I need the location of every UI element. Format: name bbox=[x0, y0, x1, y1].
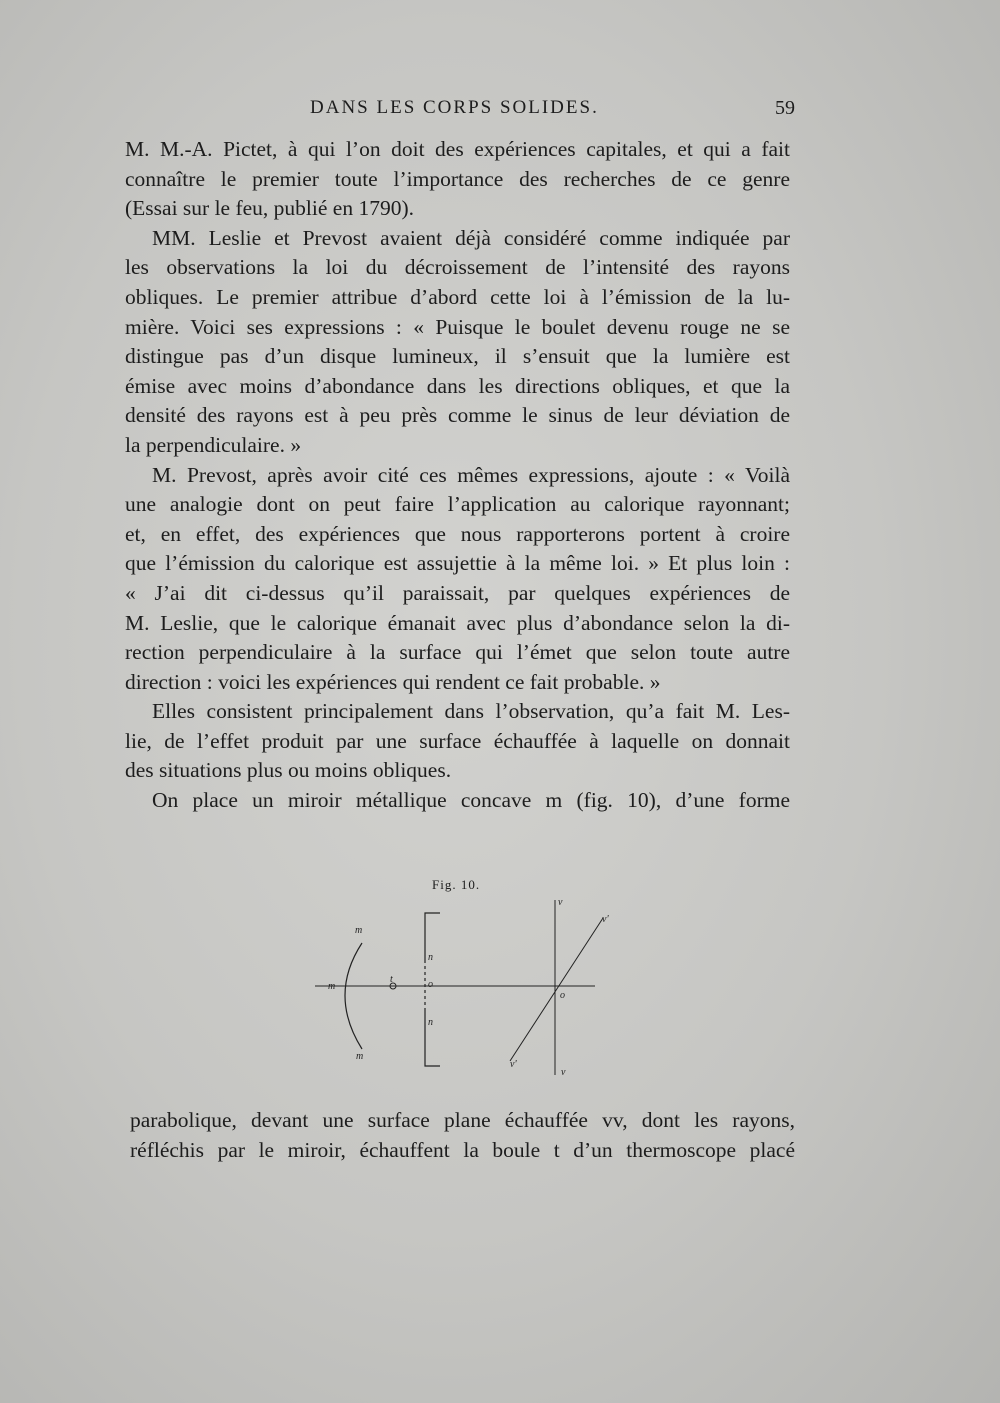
label-n-bottom: n bbox=[428, 1017, 433, 1028]
label-m-bottom: m bbox=[356, 1051, 364, 1062]
text-line: réfléchis par le miroir, échauffent la boule t d’un thermoscope placé bbox=[130, 1137, 795, 1162]
text-line: rection perpendiculaire à la surface qui l’émet que selon toute autre bbox=[125, 640, 790, 665]
figure-diagram bbox=[300, 875, 620, 1080]
text-line: (Essai sur le feu, publié en 1790). bbox=[125, 196, 414, 221]
label-o-left: o bbox=[428, 979, 433, 990]
label-v-prime-bottom: v' bbox=[510, 1059, 517, 1070]
label-n-top: n bbox=[428, 952, 433, 963]
text-line: émise avec moins d’abondance dans les directions obliques, et que la bbox=[125, 373, 790, 398]
figure-caption: Fig. 10. bbox=[432, 877, 481, 892]
text-line: densité des rayons est à peu près comme le sinus de leur déviation de bbox=[125, 403, 790, 428]
text-line: Elles consistent principalement dans l’observation, qu’a fait M. Les- bbox=[152, 699, 790, 724]
text-line: M. M.-A. Pictet, à qui l’on doit des expériences capitales, et qui a fait bbox=[125, 137, 790, 161]
text-line: M. Leslie, que le calorique émanait avec plus d’abondance selon la di- bbox=[125, 610, 790, 635]
text-line: direction : voici les expériences qui rendent ce fait probable. » bbox=[125, 669, 661, 694]
label-v-bottom: v bbox=[561, 1067, 566, 1078]
text-line: M. Prevost, après avoir cité ces mêmes expressions, ajoute : « Voilà bbox=[152, 462, 790, 487]
label-v-top: v bbox=[558, 897, 563, 908]
text-line: mière. Voici ses expressions : « Puisque le boulet devenu rouge ne se bbox=[125, 314, 790, 339]
running-head bbox=[125, 97, 795, 127]
text-line: une analogie dont on peut faire l’application au calorique rayonnant; bbox=[125, 492, 790, 517]
body-text-continued bbox=[130, 1106, 795, 1165]
text-line: la perpendiculaire. » bbox=[125, 432, 302, 457]
surface-v-prime bbox=[510, 918, 603, 1061]
label-o-right: o bbox=[560, 990, 565, 1001]
figure-10 bbox=[300, 875, 620, 1080]
text-line: distingue pas d’un disque lumineux, il s’ensuit que la lumière est bbox=[125, 344, 790, 369]
mirror-m bbox=[345, 943, 362, 1049]
text-line: On place un miroir métallique concave m (fig. 10), d’une forme bbox=[152, 788, 790, 813]
label-m-left: m bbox=[328, 981, 336, 992]
text-line: MM. Leslie et Prevost avaient déjà considéré comme indiquée par bbox=[152, 225, 790, 250]
text-line: les observations la loi du décroissement de l’intensité des rayons bbox=[125, 255, 790, 280]
label-m-top: m bbox=[355, 925, 363, 936]
label-t: t bbox=[390, 974, 393, 985]
label-v-prime-top: v' bbox=[602, 914, 609, 925]
running-title: DANS LES CORPS SOLIDES. bbox=[310, 97, 599, 118]
text-line: connaître le premier toute l’importance des recherches de ce genre bbox=[125, 166, 790, 191]
text-line: parabolique, devant une surface plane échauffée vv, dont les rayons, bbox=[130, 1108, 795, 1132]
text-line: lie, de l’effet produit par une surface échauffée à laquelle on donnait bbox=[125, 728, 790, 753]
text-line: et, en effet, des expériences que nous rapporterons portent à croire bbox=[125, 521, 790, 546]
body-text bbox=[125, 135, 790, 816]
text-line: « J’ai dit ci-dessus qu’il paraissait, par quelques expériences de bbox=[125, 580, 790, 605]
page-number: 59 bbox=[775, 97, 795, 119]
text-line: des situations plus ou moins obliques. bbox=[125, 758, 452, 783]
text-line: que l’émission du calorique est assujettie à la même loi. » Et plus loin : bbox=[125, 551, 790, 576]
text-line: obliques. Le premier attribue d’abord cette loi à l’émission de la lu- bbox=[125, 284, 790, 309]
